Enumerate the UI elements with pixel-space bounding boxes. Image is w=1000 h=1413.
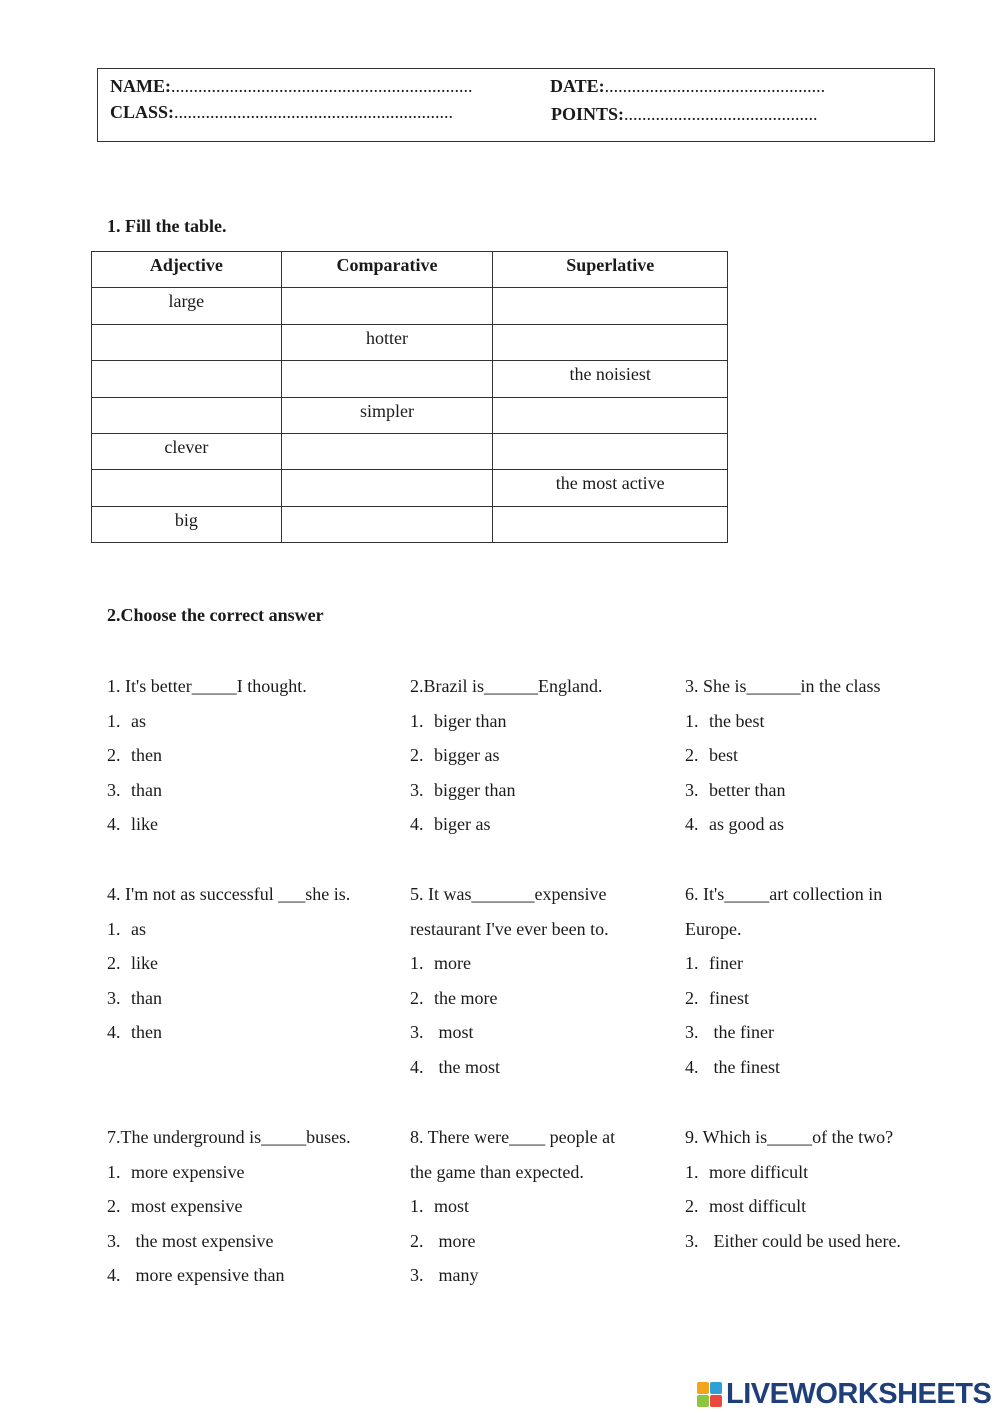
answer-option[interactable]: 1. as	[107, 918, 146, 939]
cell-comparative[interactable]: hotter	[281, 324, 493, 360]
class-dots: ..............................................................	[174, 102, 454, 122]
cell-superlative[interactable]	[493, 433, 728, 469]
section1-title: 1. Fill the table.	[107, 216, 227, 236]
question-2	[410, 669, 602, 842]
answer-option[interactable]: 1. more expensive	[107, 1161, 245, 1182]
date-dots: .................................................	[604, 76, 826, 96]
header-comparative: Comparative	[281, 252, 493, 288]
cell-comparative[interactable]	[281, 506, 493, 542]
answer-option[interactable]: 4. biger as	[410, 814, 491, 835]
answer-option[interactable]: 1. the best	[685, 710, 765, 731]
answer-option[interactable]: 2. best	[685, 745, 738, 766]
answer-option[interactable]: 2. bigger as	[410, 745, 500, 766]
answer-option[interactable]: 4. the finest	[685, 1056, 780, 1077]
answer-option[interactable]: 1. more difficult	[685, 1161, 809, 1182]
answer-option[interactable]: 2. then	[107, 745, 162, 766]
cell-comparative[interactable]: simpler	[281, 397, 493, 433]
table-row	[92, 506, 728, 542]
cell-adjective[interactable]	[92, 361, 282, 397]
cell-comparative[interactable]	[281, 361, 493, 397]
question-stem: 9. Which is_____of the two?	[685, 1127, 894, 1147]
answer-option[interactable]: 3. than	[107, 987, 162, 1008]
answer-option[interactable]: 3. the finer	[685, 1022, 774, 1043]
cell-superlative[interactable]	[493, 506, 728, 542]
answer-option[interactable]: 2. more	[410, 1230, 476, 1251]
points-dots: ...........................................	[624, 104, 818, 124]
date-field	[550, 76, 825, 97]
answer-option[interactable]: 3. most	[410, 1022, 474, 1043]
section2-title: 2.Choose the correct answer	[107, 605, 324, 625]
answer-option[interactable]: 2. finest	[685, 987, 749, 1008]
answer-option[interactable]: 1. as	[107, 710, 146, 731]
answer-option[interactable]: 1. biger than	[410, 710, 507, 731]
answer-option[interactable]: 2. most difficult	[685, 1196, 807, 1217]
question-stem: 7.The underground is_____buses.	[107, 1127, 351, 1147]
answer-option[interactable]: 4. the most	[410, 1056, 500, 1077]
cell-adjective[interactable]	[92, 470, 282, 506]
question-4	[107, 877, 350, 1050]
answer-option[interactable]: 3. the most expensive	[107, 1230, 274, 1251]
name-field	[110, 76, 473, 97]
question-stem: 1. It's better_____I thought.	[107, 676, 307, 696]
question-6	[685, 877, 882, 1085]
table-row	[92, 288, 728, 324]
header-superlative: Superlative	[493, 252, 728, 288]
question-stem: 3. She is______in the class	[685, 676, 881, 696]
cell-adjective[interactable]	[92, 324, 282, 360]
question-1	[107, 669, 307, 842]
class-field	[110, 102, 453, 123]
answer-option[interactable]: 2. like	[107, 953, 158, 974]
question-5	[410, 877, 609, 1085]
answer-option[interactable]: 3. many	[410, 1265, 479, 1286]
question-stem-continued: Europe.	[685, 918, 742, 939]
table-row	[92, 324, 728, 360]
points-field	[551, 104, 818, 125]
cell-superlative[interactable]	[493, 397, 728, 433]
answer-option[interactable]: 1. finer	[685, 953, 743, 974]
name-dots: ...................................................................	[171, 76, 473, 96]
cell-comparative[interactable]	[281, 288, 493, 324]
answer-option[interactable]: 3. Either could be used here.	[685, 1230, 901, 1251]
cell-adjective[interactable]	[92, 397, 282, 433]
question-stem-continued: the game than expected.	[410, 1161, 584, 1182]
table-header-row	[92, 252, 728, 288]
answer-option[interactable]: 3. bigger than	[410, 779, 516, 800]
question-3	[685, 669, 881, 842]
table-row	[92, 397, 728, 433]
student-info-box	[97, 68, 935, 142]
answer-option[interactable]: 3. than	[107, 779, 162, 800]
answer-option[interactable]: 4. more expensive than	[107, 1265, 285, 1286]
adjective-table	[91, 251, 728, 543]
cell-adjective[interactable]: large	[92, 288, 282, 324]
question-stem: 8. There were____ people at	[410, 1127, 616, 1147]
question-stem-continued: restaurant I've ever been to.	[410, 918, 609, 939]
cell-superlative[interactable]: the noisiest	[493, 361, 728, 397]
answer-option[interactable]: 1. most	[410, 1196, 470, 1217]
logo-text: LIVEWORKSHEETS	[726, 1377, 992, 1410]
question-stem: 2.Brazil is______England.	[410, 676, 603, 696]
answer-option[interactable]: 2. the more	[410, 987, 498, 1008]
cell-adjective[interactable]: clever	[92, 433, 282, 469]
class-label: CLASS:	[110, 102, 175, 122]
date-label: DATE:	[550, 76, 605, 96]
cell-adjective[interactable]: big	[92, 506, 282, 542]
name-label: NAME:	[110, 76, 171, 96]
liveworksheets-blocks-icon	[697, 1382, 722, 1407]
points-label: POINTS:	[551, 104, 625, 124]
answer-option[interactable]: 2. most expensive	[107, 1196, 243, 1217]
question-stem: 6. It's_____art collection in	[685, 884, 883, 904]
answer-option[interactable]: 3. better than	[685, 779, 786, 800]
question-stem: 4. I'm not as successful ___she is.	[107, 884, 351, 904]
question-7	[107, 1120, 351, 1293]
question-9	[685, 1120, 901, 1258]
answer-option[interactable]: 4. as good as	[685, 814, 784, 835]
cell-comparative[interactable]	[281, 433, 493, 469]
table-row	[92, 433, 728, 469]
question-stem: 5. It was_______expensive	[410, 884, 607, 904]
table-row	[92, 470, 728, 506]
answer-option[interactable]: 4. like	[107, 814, 158, 835]
table-row	[92, 361, 728, 397]
cell-superlative[interactable]: the most active	[493, 470, 728, 506]
question-8	[410, 1120, 615, 1293]
cell-superlative[interactable]	[493, 324, 728, 360]
header-adjective: Adjective	[92, 252, 282, 288]
answer-option[interactable]: 4. then	[107, 1022, 162, 1043]
liveworksheets-logo[interactable]	[697, 1377, 991, 1411]
cell-superlative[interactable]	[493, 288, 728, 324]
cell-comparative[interactable]	[281, 470, 493, 506]
answer-option[interactable]: 1. more	[410, 953, 471, 974]
